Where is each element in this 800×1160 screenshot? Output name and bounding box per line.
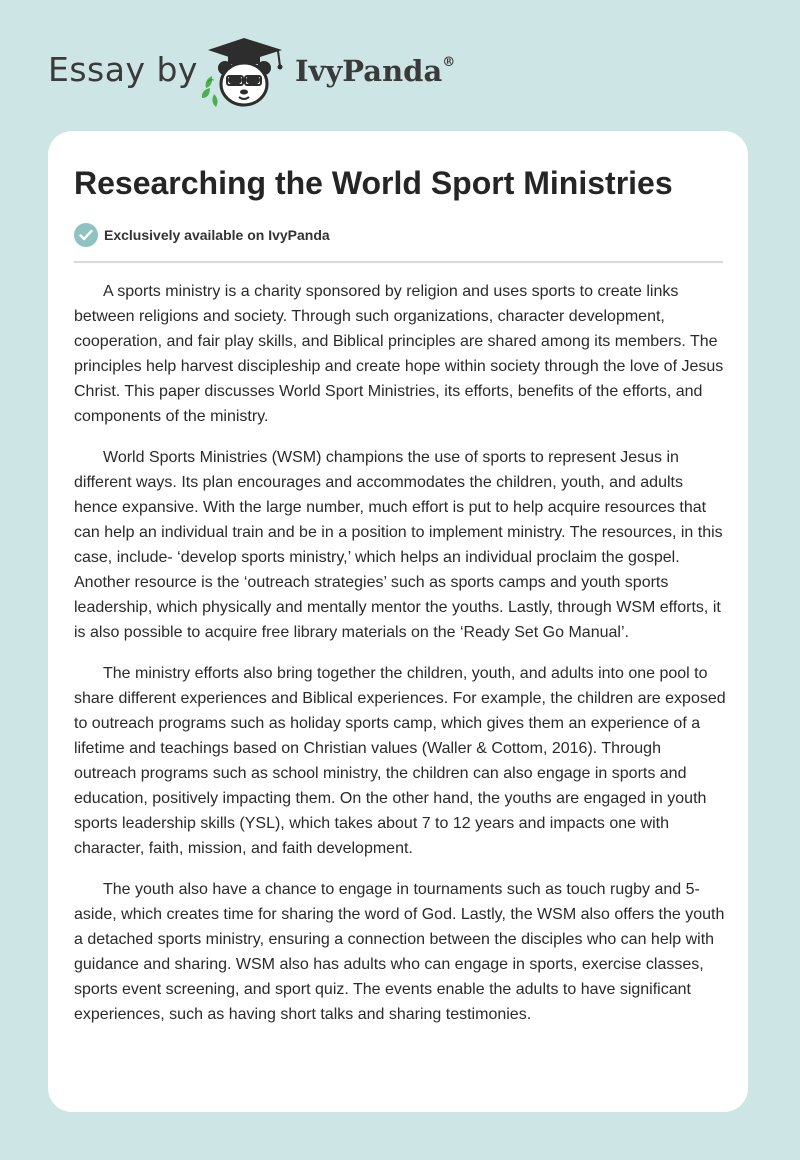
brand-name[interactable]: IvyPanda® — [295, 54, 456, 88]
paragraph: The youth also have a chance to engage in tournaments such as touch rugby and 5-aside, which creates time for sharing the word of God. Lastly, the WSM also offers the youth a detached sports ministry, ensuring a connection between the disciples who can help with guidance and sharing. WSM also has adults who can engage in sports, exercise classes, sports event screening, and sport quiz. The events enable the adults to have significant experiences, such as having short talks and sharing testimonies. — [74, 881, 725, 1023]
paragraph: The ministry efforts also bring together the children, youth, and adults into one pool to share different experiences and Biblical experiences. For example, the children are exposed to outreach programs such as holiday sports camp, which gives them an experience of a lifetime and teachings based on Christian values (Waller & Cottom, 2016). Through outreach programs such as school ministry, the children can also engage in sports and education, positively impacting them. On the other hand, the youths are engaged in youth sports leadership skills (YSL), which takes about 7 to 12 years and impacts one with character, faith, mission, and faith development. — [74, 665, 726, 857]
ivy-leaves — [202, 76, 218, 107]
essay-by-label: Essay by — [48, 50, 198, 89]
site-header — [0, 0, 800, 130]
panda-face — [218, 61, 271, 105]
panda-logo-icon — [198, 36, 290, 110]
essay-body — [74, 279, 726, 1043]
page-title: Researching the World Sport Ministries — [74, 165, 673, 201]
essay-card — [48, 131, 748, 1112]
divider — [74, 261, 723, 263]
availability-badge — [74, 223, 330, 247]
paragraph: A sports ministry is a charity sponsored by religion and uses sports to create links between religions and society. Through such organizations, character development, cooperation, and fair play skills, and Biblical principles are shared among its members. The principles help harvest discipleship and create hope within society through the love of Jesus Christ. This paper discusses World Sport Ministries, its efforts, benefits of the efforts, and components of the ministry. — [74, 283, 724, 425]
registered-mark: ® — [442, 55, 456, 71]
availability-text: Exclusively available on IvyPanda — [104, 227, 330, 243]
check-circle-icon — [74, 223, 98, 247]
paragraph: World Sports Ministries (WSM) champions the use of sports to represent Jesus in different ways. Its plan encourages and accommodates the children, youth, and adults hence expansive. With the large number, much effort is put to help acquire resources that can help an individual train and be in a position to implement ministry. The resources, in this case, include- ‘develop sports ministry,’ which helps an individual proclaim the gospel. Another resource is the ‘outreach strategies’ such as sports camps and youth sports leadership, which physically and mentally mentor the youths. Lastly, through WSM efforts, it is also possible to acquire free library materials on the ‘Ready Set Go Manual’. — [74, 449, 723, 641]
